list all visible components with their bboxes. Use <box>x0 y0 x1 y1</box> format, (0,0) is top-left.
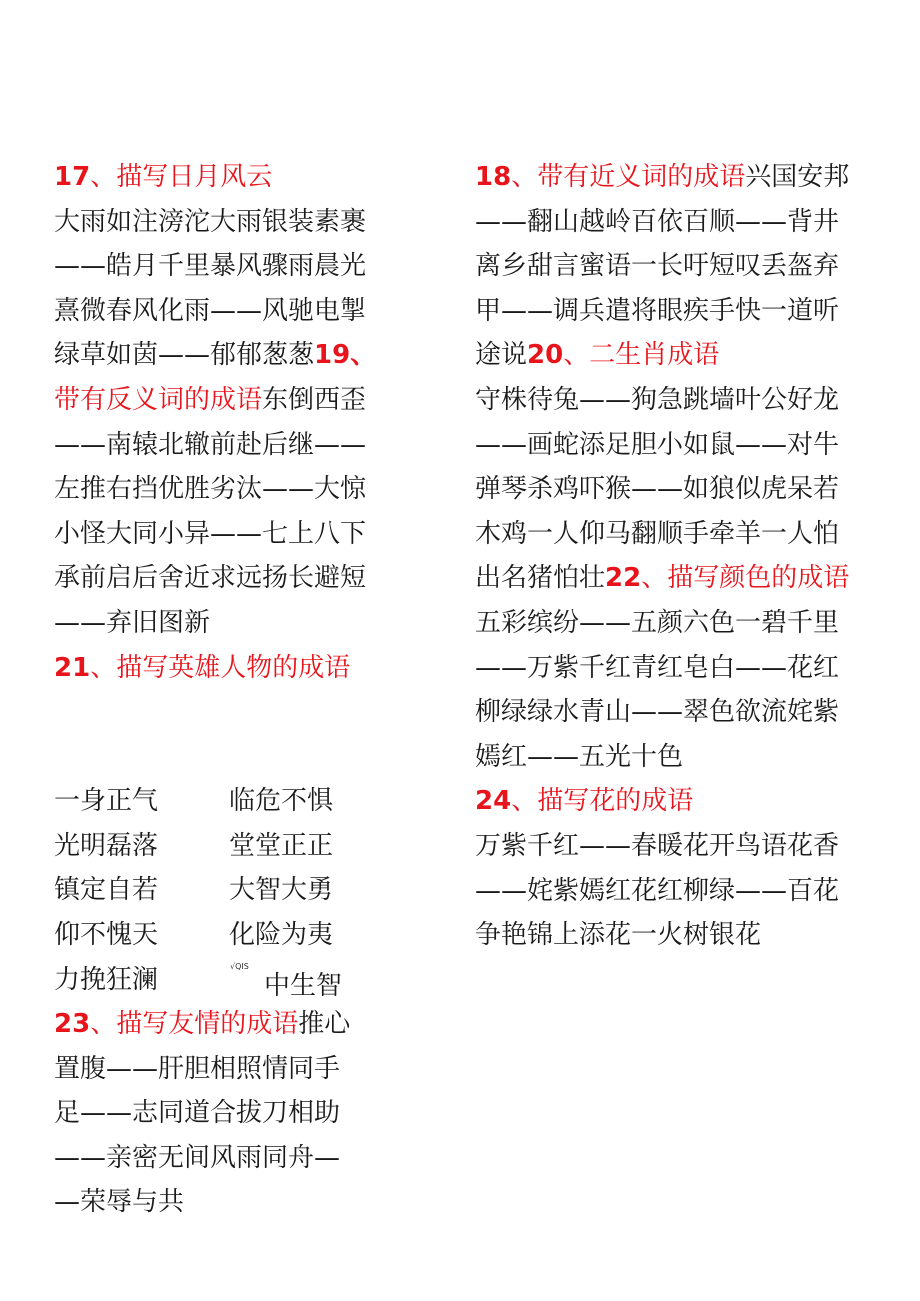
garbled-mark: √QIS <box>230 961 249 971</box>
text-line: —荣辱与共 <box>54 1187 185 1218</box>
text-line: 弹琴杀鸡吓猴——如狼似虎呆若 <box>475 474 840 505</box>
text-line: 甲——调兵遣将眼疾手快一道听 <box>475 295 840 326</box>
section-22-heading: 出名猪怕壮22、描写颜色的成语 <box>475 563 850 594</box>
text-line: 五彩缤纷——五颜六色一碧千里 <box>475 607 840 638</box>
text-line: 大雨如注滂沱大雨银装素裹 <box>54 206 367 237</box>
text-line: ——弃旧图新 <box>54 607 211 638</box>
text-line: 争艳锦上添花一火树银花 <box>475 920 762 951</box>
text-line: ——南辕北辙前赴后继—— <box>54 429 367 460</box>
hero-idiom-row: 仰不愧天 化险为夷 <box>54 919 334 950</box>
text-line: 离乡甜言蜜语一长吁短叹丢盔弃 <box>475 251 840 282</box>
text-line: ——翻山越岭百依百顺——背井 <box>475 206 840 237</box>
section-17-heading: 17、描写日月风云 <box>54 162 273 192</box>
text-line: ——亲密无间风雨同舟— <box>54 1142 341 1173</box>
section-19-heading: 带有反义词的成语东倒西歪 <box>54 384 367 415</box>
text-line: 足——志同道合拔刀相助 <box>54 1098 341 1129</box>
section-24-heading: 24、描写花的成语 <box>475 786 694 817</box>
text-line: ——画蛇添足胆小如鼠——对牛 <box>475 429 840 460</box>
text-line: ——万紫千红青红皂白——花红 <box>475 652 840 683</box>
hero-idiom-row: 一身正气 临危不惧 <box>54 786 334 817</box>
text-line: 万紫千红——春暖花开鸟语花香 <box>475 830 840 861</box>
section-20-heading: 途说20、二生肖成语 <box>475 340 720 371</box>
section-19-number: 19、 <box>314 340 377 371</box>
text-line: 小怪大同小异——七上八下 <box>54 518 367 549</box>
text-line: 绿草如茵——郁郁葱葱19、 <box>54 340 377 371</box>
hero-idiom-row: 力挽狂澜 √QIS 中生智 <box>54 961 343 1001</box>
hero-idiom-row: 镇定自若 大智大勇 <box>54 875 334 906</box>
hero-idiom-row: 光明磊落 堂堂正正 <box>54 830 334 861</box>
section-21-heading: 21、描写英雄人物的成语 <box>54 652 351 683</box>
section-18-heading: 18、带有近义词的成语兴国安邦 <box>475 162 850 192</box>
text-line: 守株待兔——狗急跳墙叶公好龙 <box>475 384 840 415</box>
text-line: ——姹紫嫣红花红柳绿——百花 <box>475 875 840 906</box>
text-line: 木鸡一人仰马翻顺手牵羊一人怕 <box>475 518 840 549</box>
right-column <box>475 155 865 958</box>
text-line: 嫣红——五光十色 <box>475 741 684 772</box>
text-line: ——皓月千里暴风骤雨晨光 <box>54 251 367 282</box>
text-line: 左推右挡优胜劣汰——大惊 <box>54 474 367 505</box>
section-23-heading: 23、描写友情的成语推心 <box>54 1009 351 1040</box>
text-line: 承前启后舍近求远扬长避短 <box>54 563 367 594</box>
left-column <box>54 155 384 1225</box>
spacer <box>54 690 384 779</box>
text-line: 熹微春风化雨——风驰电掣 <box>54 295 367 326</box>
text-line: 置腹——肝胆相照情同手 <box>54 1053 341 1084</box>
text-line: 柳绿绿水青山——翠色欲流姹紫 <box>475 697 840 728</box>
